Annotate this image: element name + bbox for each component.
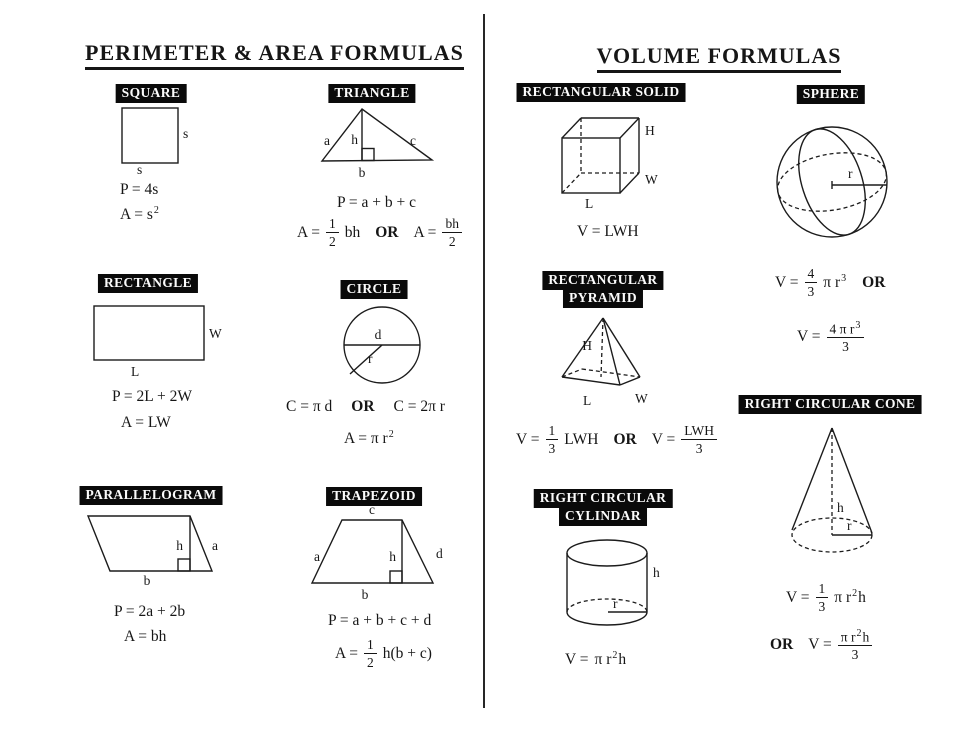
parallelogram-diagram [70, 508, 240, 590]
cone-volume-formula-2 [770, 628, 872, 663]
trapezoid-diagram [300, 503, 450, 603]
triangle-area-formulas [297, 216, 462, 249]
perimeter-area-title-text: PERIMETER & AREA FORMULAS [85, 40, 464, 70]
square-area-formula [120, 205, 160, 224]
cone-label: RIGHT CIRCULAR CONE [739, 395, 922, 414]
trapezoid-height-label: h [389, 549, 396, 564]
trapezoid-shape [312, 520, 433, 583]
square-shape [122, 108, 178, 163]
parallelogram-side-a-label: a [212, 538, 218, 553]
cylinder-label-line2: CYLINDAR [559, 507, 647, 526]
parallelogram-label: PARALLELOGRAM [80, 486, 223, 505]
rectangle-shape [94, 306, 204, 360]
cylinder-bottom-back-arc [567, 599, 647, 612]
rectangle-area-formula: A = LW [121, 414, 171, 431]
square-area-exponent: 2 [153, 205, 159, 216]
or-text: OR [351, 398, 375, 415]
trapezoid-top-label: c [369, 502, 375, 517]
cone-v2-lhs: V = [808, 636, 832, 654]
triangle-area2-lhs: A = [413, 223, 437, 241]
pyramid-edge [603, 318, 620, 385]
parallelogram-perimeter-formula: P = 2a + 2b [114, 603, 186, 620]
cone-volume-formula-1 [786, 581, 866, 614]
volume-title [593, 43, 845, 73]
cone-slant-edge [832, 428, 872, 533]
circle-circumference-formulas [286, 398, 445, 416]
cylinder-v-term: π $r^2h$ [594, 650, 627, 669]
rectangular-solid-diagram [545, 105, 670, 217]
cube-edge [620, 118, 639, 138]
circle-area-formula [344, 429, 395, 448]
fraction-pir2h-over-3: $\frac{\pi r^2h}{3}$ [838, 628, 872, 663]
rectangle-diagram [90, 298, 225, 384]
cone-radius-label: r [847, 518, 852, 533]
cylinder-v-lhs: V = [565, 650, 589, 668]
circle-radius-label: r [368, 351, 373, 366]
or-text: OR [375, 223, 399, 241]
triangle-height-label: h [351, 132, 358, 147]
cube-front-face [562, 138, 620, 193]
square-side-right-label: s [183, 126, 189, 141]
cylinder-bottom-front-arc [567, 612, 647, 625]
sphere-v1-lhs: V = [775, 273, 799, 291]
sphere-volume-formula-1 [775, 266, 894, 299]
square-side-bottom-label: s [137, 162, 143, 177]
pyramid-width-label: W [635, 391, 648, 406]
pyramid-base-edge [620, 377, 640, 385]
triangle-perimeter-formula: P = a + b + c [337, 194, 417, 211]
triangle-side-c-label: c [410, 133, 416, 148]
triangle-diagram [303, 103, 448, 183]
right-angle-marker [390, 571, 402, 583]
triangle-label: TRIANGLE [328, 84, 415, 103]
sphere-volume-formula-2 [797, 320, 864, 355]
square-label: SQUARE [116, 84, 187, 103]
triangle-area1-rest: bh [344, 223, 361, 241]
pyramid-edge [603, 318, 640, 377]
square-perimeter-formula: P = 4s [120, 181, 159, 198]
parallelogram-shape [88, 516, 212, 571]
circle-circ2: C = 2π r [393, 398, 445, 415]
fraction-four-thirds: $\frac{4}{3}$ [805, 266, 818, 299]
rectangle-label: RECTANGLE [98, 274, 198, 293]
fraction-one-half: $\frac{1}{2}$ [364, 637, 377, 670]
rectangle-perimeter-formula: P = 2L + 2W [112, 388, 193, 405]
or-text: OR [862, 273, 886, 291]
rectangle-length-label: L [131, 364, 140, 379]
fraction-one-half: $\frac{1}{2}$ [326, 216, 339, 249]
cylinder-radius-label: r [613, 596, 618, 611]
circle-area-base: A = π r [344, 430, 388, 448]
column-divider-line [483, 14, 485, 708]
square-area-base: A = s [120, 206, 153, 224]
parallelogram-base-label: b [143, 573, 151, 588]
trapezoid-area-rest: h(b + c) [382, 644, 432, 662]
fraction-lwh-over-3: $\frac{\text{LWH}}{3}$ [681, 423, 717, 456]
sphere-label: SPHERE [797, 85, 865, 104]
cylinder-top-ellipse [567, 540, 647, 566]
perimeter-area-title [85, 40, 464, 70]
cube-hidden-edge [562, 173, 581, 193]
pyramid-v1-lhs: V = [516, 430, 540, 448]
solid-length-label: L [585, 196, 594, 211]
cone-height-label: h [837, 500, 844, 515]
fraction-one-third: $\frac{1}{3}$ [816, 581, 829, 614]
pyramid-length-label: L [583, 393, 592, 408]
triangle-base-label: b [358, 165, 366, 180]
fraction-bh-over-2: $\frac{bh}{2}$ [442, 216, 462, 249]
circle-circ1: C = π d [286, 398, 333, 415]
pyramid-diagram [545, 310, 665, 412]
trapezoid-side-d-label: d [436, 546, 443, 561]
pyramid-label-line2: PYRAMID [563, 289, 643, 308]
or-text: OR [770, 636, 794, 654]
cylinder-volume-formula [565, 650, 626, 669]
circle-radius-line [350, 345, 382, 374]
circle-area-exponent: 2 [388, 429, 394, 440]
rectangular-solid-label: RECTANGULAR SOLID [517, 83, 686, 102]
sphere-radius-label: r [848, 166, 853, 181]
trapezoid-label: TRAPEZOID [326, 487, 422, 506]
cone-slant-edge [792, 428, 832, 530]
circle-diameter-label: d [374, 327, 382, 342]
pyramid-height-line [601, 318, 603, 377]
pyramid-v1-rest: LWH [564, 430, 599, 448]
cone-v1-term: π $r^2h$ [834, 587, 866, 607]
trapezoid-base-label: b [361, 587, 369, 602]
trapezoid-area-lhs: A = [335, 644, 358, 662]
fraction-one-third: $\frac{1}{3}$ [546, 423, 559, 456]
sphere-v2-lhs: V = [797, 328, 821, 346]
parallelogram-height-label: h [176, 538, 183, 553]
triangle-area1-lhs: A = [297, 223, 320, 241]
trapezoid-perimeter-formula: P = a + b + c + d [328, 612, 432, 629]
trapezoid-side-a-label: a [314, 549, 320, 564]
cone-v1-lhs: V = [786, 588, 810, 606]
pyramid-label-line1: RECTANGULAR [542, 271, 663, 290]
circle-label: CIRCLE [341, 280, 408, 299]
triangle-side-a-label: a [324, 133, 330, 148]
pyramid-v2-lhs: V = [651, 430, 676, 448]
rectangular-solid-volume-formula: V = LWH [577, 223, 639, 240]
parallelogram-area-formula: A = bh [124, 628, 167, 645]
cube-edge [620, 173, 639, 193]
cylinder-label-line1: RIGHT CIRCULAR [534, 489, 673, 508]
cube-edge [562, 118, 581, 138]
circle-diagram [334, 300, 439, 392]
pyramid-hidden-edge [582, 369, 640, 377]
cone-diagram [775, 420, 900, 560]
sphere-v1-term: π $r^3$ [823, 272, 847, 292]
trapezoid-area-formula [335, 637, 432, 670]
cylinder-diagram [558, 530, 673, 640]
volume-title-text: VOLUME FORMULAS [597, 43, 842, 73]
solid-height-label: H [645, 123, 655, 138]
rectangle-width-label: W [209, 326, 222, 341]
cylinder-height-label: h [653, 565, 660, 580]
pyramid-base-edge [562, 377, 620, 385]
right-angle-marker [362, 149, 374, 161]
right-angle-marker [178, 559, 190, 571]
square-diagram [110, 100, 210, 184]
pyramid-volume-formulas [516, 423, 717, 456]
pyramid-height-label: H [582, 338, 592, 353]
fraction-4pir3-over-3: $\frac{4 \pi r^3}{3}$ [827, 320, 865, 355]
solid-width-label: W [645, 172, 658, 187]
or-text: OR [613, 430, 637, 448]
sphere-diagram [770, 120, 900, 250]
